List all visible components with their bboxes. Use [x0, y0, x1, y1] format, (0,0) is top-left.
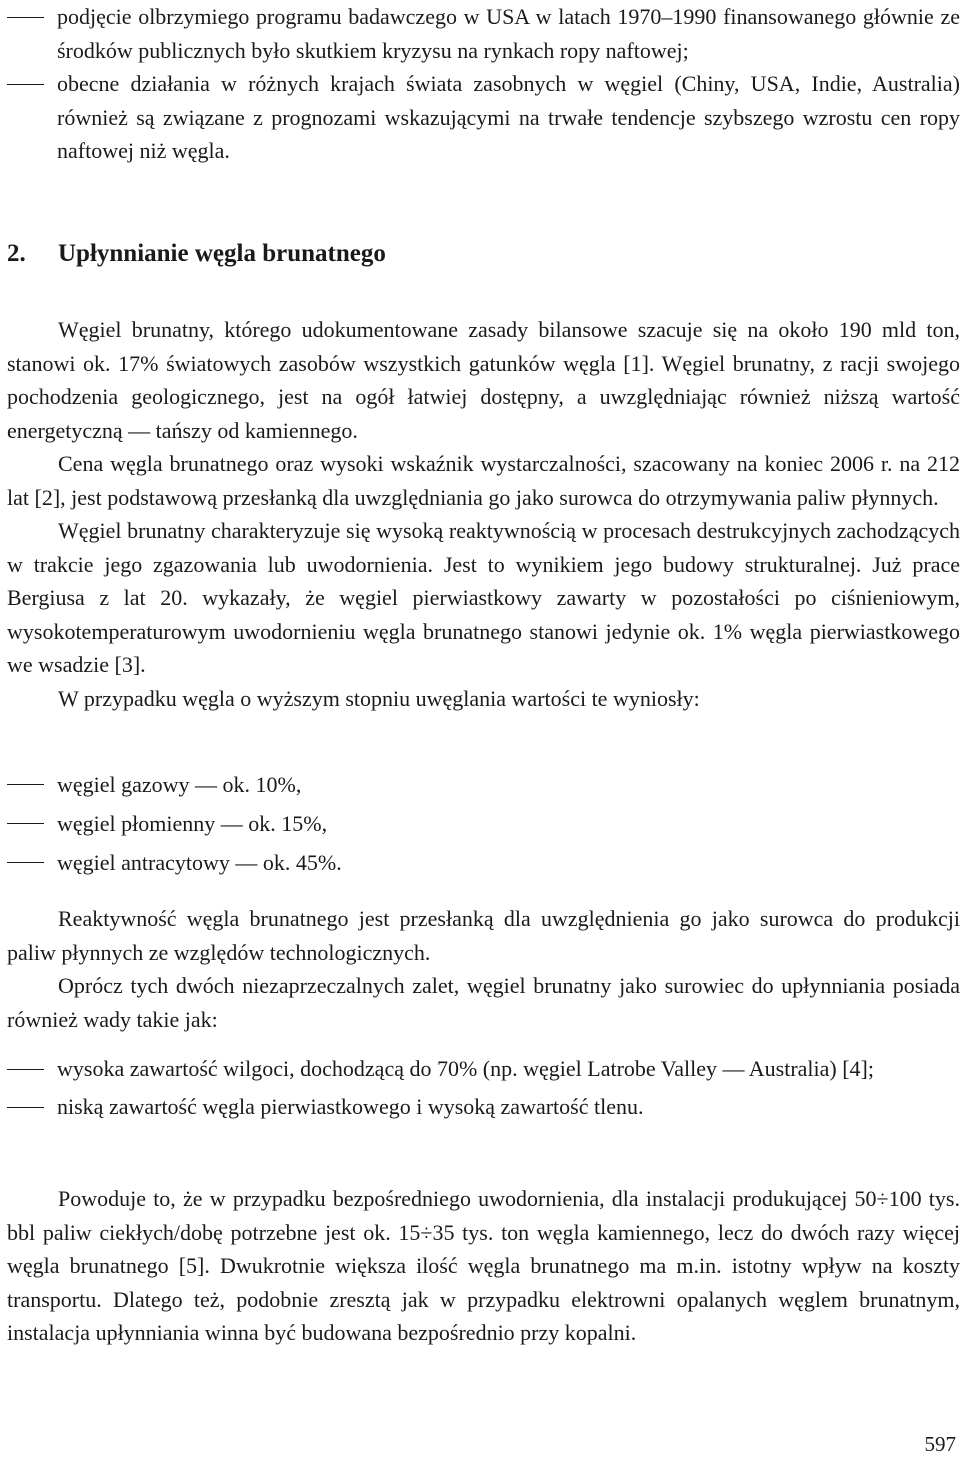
list-item: [7, 804, 960, 843]
body-text-c: [7, 1182, 960, 1350]
list-item-text: wysoka zawartość wilgoci, dochodzącą do 70% (np. węgiel Latrobe Valley — Australia) [4];: [57, 1056, 874, 1081]
flaws-dash-list: [7, 1052, 960, 1123]
section-title: Upłynnianie węgla brunatnego: [58, 240, 386, 267]
paragraph: W przypadku węgla o wyższym stopniu uwęglania wartości te wyniosły:: [58, 685, 700, 711]
section-heading: [7, 240, 960, 268]
intro-dash-list: [7, 0, 960, 168]
list-item-text: podjęcie olbrzymiego programu badawczego w USA w latach 1970–1990 finansowanego głównie ze środków publicznych było skutkiem kryzysu na rynkach ropy naftowej;: [57, 4, 960, 63]
section-number: 2.: [7, 240, 26, 267]
list-item-text: węgiel płomienny — ok. 15%,: [57, 811, 328, 836]
body-text-b: [7, 902, 960, 1036]
list-item-text: węgiel gazowy — ok. 10%,: [57, 772, 302, 797]
list-item: [7, 843, 960, 882]
paragraph: Cena węgla brunatnego oraz wysoki wskaźnik wystarczalności, szacowany na koniec 2006 r. na 212 lat [2], jest podstawową przesłanką dla uwzględniania go jako surowca do otrzymywania paliw płynnych.: [7, 451, 960, 510]
list-item: [7, 1090, 960, 1124]
body-text-a: [7, 313, 960, 715]
list-item: [7, 0, 960, 67]
list-item-text: węgiel antracytowy — ok. 45%.: [57, 850, 342, 875]
list-item: [7, 1052, 960, 1086]
page-number: 597: [924, 1432, 956, 1456]
list-item: [7, 67, 960, 168]
list-item: [7, 765, 960, 804]
coal-grade-list: [7, 765, 960, 882]
paragraph: Węgiel brunatny, którego udokumentowane zasady bilansowe szacuje się na około 190 mld ton, stanowi ok. 17% światowych zasobów wszystkich gatunków węgla [1]. Węgiel brunatny, z racji swojego pochodzenia geologicznego, jest na ogół łatwiej dostępny, a uwzględniając również niższą wartość energetyczną — tańszy od kamiennego.: [7, 317, 960, 443]
paragraph: Powoduje to, że w przypadku bezpośredniego uwodornienia, dla instalacji produkującej 50÷100 tys. bbl paliw ciekłych/dobę potrzebne jest ok. 15÷35 tys. ton węgla kamiennego, lecz do dwóch razy więcej węgla brunatnego [5]. Dwukrotnie większa ilość węgla brunatnego ma m.in. istotny wpływ na koszty transportu. Dlatego też, podobnie zresztą jak w przypadku elektrowni opalanych węglem brunatnym, instalacja upłynniania winna być budowana bezpośrednio przy kopalni.: [7, 1186, 960, 1345]
paragraph: Węgiel brunatny charakteryzuje się wysoką reaktywnością w procesach destrukcyjnych zachodzących w trakcie jego zgazowania lub uwodornienia. Jest to wynikiem jego budowy strukturalnej. Już prace Bergiusa z lat 20. wykazały, że węgiel pierwiastkowy zawarty w pozostałości po ciśnieniowym, wysokotemperaturowym uwodornieniu węgla brunatnego stanowi jedynie ok. 1% węgla pierwiastkowego we wsadzie [3].: [7, 518, 960, 677]
list-item-text: obecne działania w różnych krajach świata zasobnych w węgiel (Chiny, USA, Indie, Australia) również są związane z prognozami wskazującymi na trwałe tendencje szybszego wzrostu cen ropy naftowej niż węgla.: [57, 71, 960, 163]
paragraph: Oprócz tych dwóch niezaprzeczalnych zalet, węgiel brunatny jako surowiec do upłynniania posiada również wady takie jak:: [7, 973, 960, 1032]
paragraph: Reaktywność węgla brunatnego jest przesłanką dla uwzględnienia go jako surowca do produkcji paliw płynnych ze względów technologicznych.: [7, 906, 960, 965]
list-item-text: niską zawartość węgla pierwiastkowego i wysoką zawartość tlenu.: [57, 1093, 644, 1119]
